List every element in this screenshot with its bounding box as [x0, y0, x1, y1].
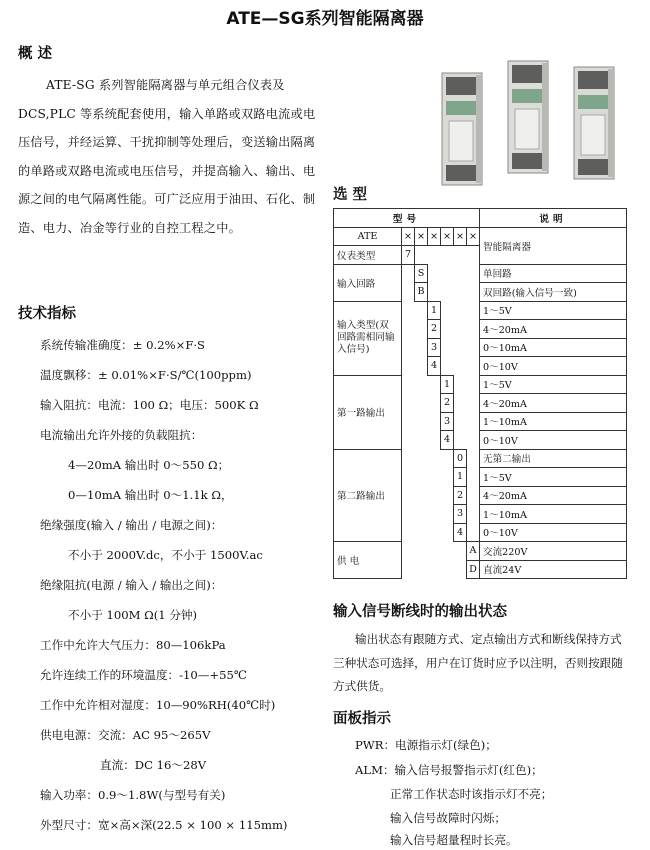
panel-line: 输入信号超量程时长亮。 [390, 833, 518, 847]
x-cell: × [428, 227, 441, 246]
input-type-desc: 0～10mA [480, 338, 627, 357]
loop-desc: 双回路(输入信号一致) [480, 283, 627, 302]
input-type-desc: 4～20mA [480, 320, 627, 339]
power-code: A [467, 542, 480, 561]
spec-line: 不小于 100M Ω(1 分钟) [68, 608, 198, 622]
x-cell: × [415, 227, 428, 246]
out2-desc: 1～5V [480, 468, 627, 487]
spec-line: 直流：DC 16～28V [100, 758, 207, 772]
power-desc: 直流24V [480, 560, 627, 579]
page-title: ATE—SG系列智能隔离器 [226, 9, 424, 29]
loop-code: S [415, 264, 428, 283]
table-row [334, 449, 627, 468]
table-row [334, 542, 627, 561]
input-type-code: 1 [428, 301, 441, 320]
spec-line: 允许连续工作的环境温度：-10—+55℃ [40, 668, 247, 682]
out1-desc: 1～10mA [480, 412, 627, 431]
input-type-desc: 1～5V [480, 301, 627, 320]
table-row [334, 227, 627, 246]
product-photo [440, 55, 620, 200]
power-desc: 交流220V [480, 542, 627, 561]
panel-line: 输入信号故障时闪烁； [390, 811, 506, 825]
break-output-paragraph: 输出状态有跟随方式、定点输出方式和断线保持方式三种状态可选择，用户在订货时应予以注明，否则按跟随方式供货。 [333, 632, 623, 693]
spec-line: 温度飘移：± 0.01%×F·S/℃(100ppm) [40, 368, 252, 382]
spec-line: 绝缘阻抗(电源 / 输入 / 输出之间)： [40, 578, 223, 592]
input-loop-label: 输入回路 [334, 264, 402, 301]
out1-desc: 0～10V [480, 431, 627, 450]
spec-line: 系统传输准确度：± 0.2%×F·S [40, 338, 205, 352]
out1-code: 1 [441, 375, 454, 394]
desc-header: 说明 [480, 209, 627, 228]
out1-desc: 1～5V [480, 375, 627, 394]
model-header: 型号 [334, 209, 480, 228]
ate-desc: 智能隔离器 [480, 227, 627, 264]
table-row [334, 209, 627, 228]
spec-line: 工作中允许大气压力：80—106kPa [40, 638, 226, 652]
type-label: 仪表类型 [334, 246, 402, 265]
out2-desc: 4～20mA [480, 486, 627, 505]
overview-paragraph: ATE-SG 系列智能隔离器与单元组合仪表及DCS,PLC 等系统配套使用，输入单路或双路电流或电压信号，并经运算、干扰抑制等处理后，变送输出隔离的单路或双路电流或电压信号，并提高输入、输出、电源之间的电气隔离性能。可广泛应用于油田、石化、制造、电力、冶金等行业的自控工程之中。 [18, 78, 316, 235]
input-type-code: 4 [428, 357, 441, 376]
spec-line: 工作中允许相对湿度：10—90%RH(40℃时) [40, 698, 276, 712]
spec-line: 输入功率：0.9～1.8W(与型号有关) [40, 788, 226, 802]
power-label: 供 电 [334, 542, 402, 579]
out2-desc: 无第二输出 [480, 449, 627, 468]
out2-code: 1 [454, 468, 467, 487]
out1-code: 2 [441, 394, 454, 413]
panel-heading: 面板指示 [333, 711, 391, 727]
isolator-module-image [442, 61, 614, 185]
panel-line: 正常工作状态时该指示灯不亮； [390, 787, 553, 801]
x-cell: × [441, 227, 454, 246]
out1-desc: 4～20mA [480, 394, 627, 413]
input-type-label: 输入类型(双回路需相同输入信号) [334, 301, 402, 375]
selection-heading: 选 型 [333, 187, 368, 203]
selection-table [333, 208, 627, 579]
spec-line: 4—20mA 输出时 0～550 Ω； [68, 458, 230, 472]
table-row [334, 301, 627, 320]
out2-code: 0 [454, 449, 467, 468]
out2-code: 4 [454, 523, 467, 542]
ate-cell: ATE [334, 227, 402, 246]
spec-line: 不小于 2000V.dc，不小于 1500V.ac [68, 548, 263, 562]
input-type-code: 2 [428, 320, 441, 339]
table-row [334, 264, 627, 283]
loop-code: B [415, 283, 428, 302]
out1-code: 4 [441, 431, 454, 450]
type-code: 7 [402, 246, 415, 265]
x-cell: × [467, 227, 480, 246]
x-cell: × [402, 227, 415, 246]
out2-desc: 1～10mA [480, 505, 627, 524]
out1-code: 3 [441, 412, 454, 431]
spec-line: 0—10mA 输出时 0～1.1k Ω， [68, 488, 233, 502]
out2-code: 3 [454, 505, 467, 524]
break-output-heading: 输入信号断线时的输出状态 [333, 604, 507, 620]
out2-code: 2 [454, 486, 467, 505]
overview-heading: 概 述 [18, 46, 53, 62]
out2-desc: 0～10V [480, 523, 627, 542]
power-code: D [467, 560, 480, 579]
loop-desc: 单回路 [480, 264, 627, 283]
input-type-code: 3 [428, 338, 441, 357]
spec-line: 外型尺寸：宽×高×深(22.5 × 100 × 115mm) [40, 818, 288, 832]
spec-line: 绝缘强度(输入 / 输出 / 电源之间)： [40, 518, 223, 532]
x-cell: × [454, 227, 467, 246]
spec-line: 电流输出允许外接的负载阻抗： [40, 428, 203, 442]
panel-line: PWR：电源指示灯(绿色)； [355, 738, 497, 752]
input-type-desc: 0～10V [480, 357, 627, 376]
spec-line: 输入阻抗：电流：100 Ω；电压：500K Ω [40, 398, 259, 412]
spec-line: 供电电源：交流：AC 95～265V [40, 728, 211, 742]
out1-label: 第一路输出 [334, 375, 402, 449]
panel-line: ALM：输入信号报警指示灯(红色)； [355, 763, 543, 777]
out2-label: 第二路输出 [334, 449, 402, 542]
specs-heading: 技术指标 [18, 306, 76, 322]
table-row [334, 375, 627, 394]
